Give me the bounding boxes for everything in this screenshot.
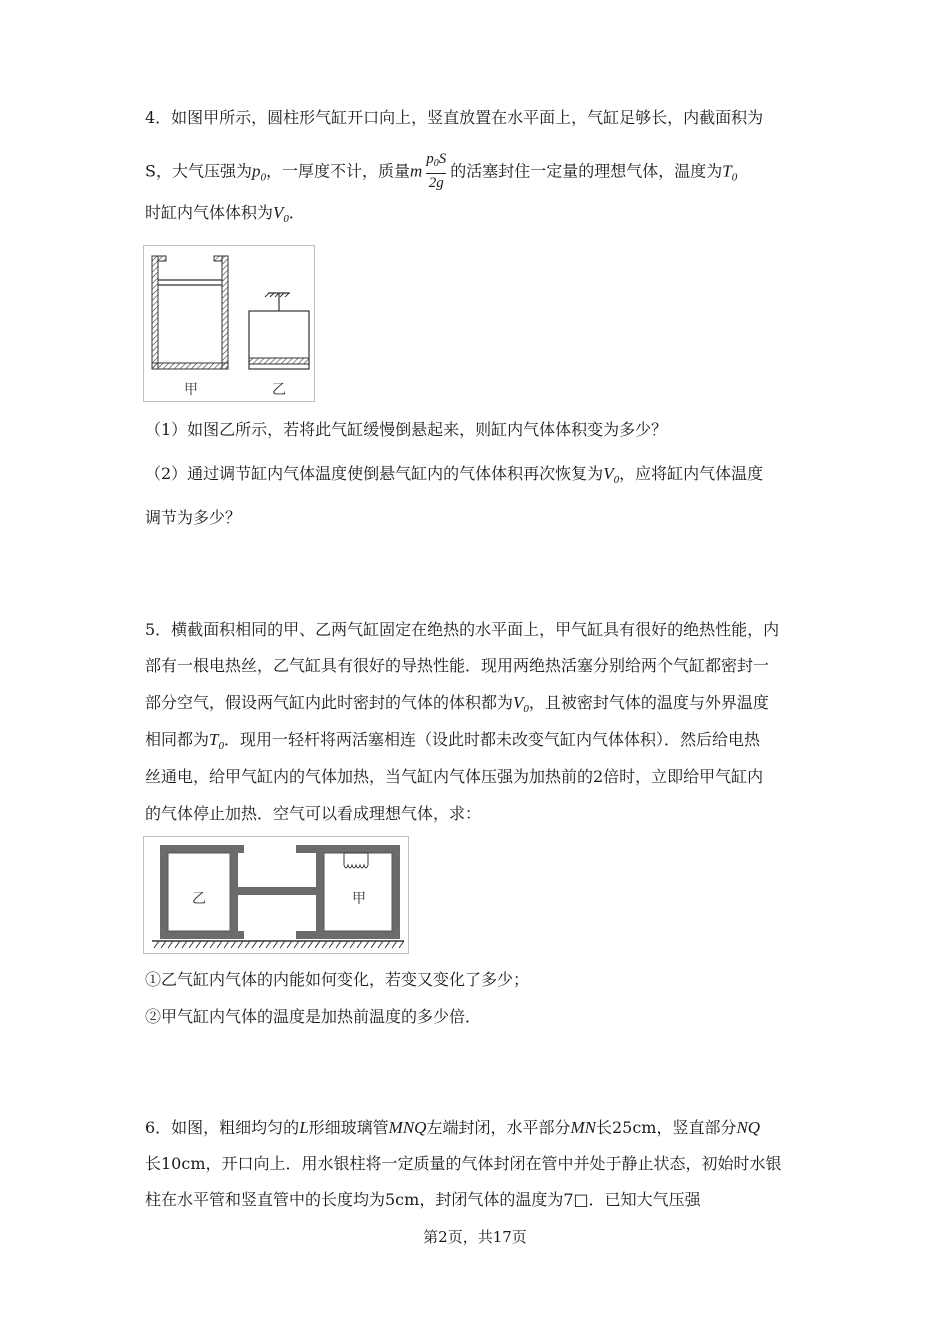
var-MN: MN — [570, 1118, 596, 1137]
q5-text-1: 5．横截面积相同的甲、乙两气缸固定在绝热的水平面上，甲气缸具有很好的绝热性能，内 — [145, 620, 780, 639]
var-m: m — [409, 161, 423, 181]
q4-sub-1 — [145, 420, 825, 440]
q5-text-5: 丝通电，给甲气缸内的气体加热，当气缸内气体压强为加热前的2倍时，立即给甲气缸内 — [145, 767, 764, 786]
q5-text-3b: ，且被密封气体的温度与外界温度 — [528, 693, 769, 712]
cylinder-jia — [152, 256, 228, 369]
q5-line-1 — [145, 620, 825, 640]
frac-num-s: S — [438, 151, 447, 167]
q5-text-4a: 相同都为 — [145, 730, 210, 749]
q6-line-2 — [145, 1154, 825, 1174]
label-yi: 乙 — [272, 382, 286, 398]
q6-text-1d: 长25cm，竖直部分 — [595, 1118, 737, 1137]
q6-text-1c: 左端封闭，水平部分 — [426, 1118, 571, 1137]
q4-text-2a: S，大气压强为 — [145, 161, 252, 181]
var-V: V — [603, 464, 614, 483]
q6-text-1a: 6．如图，粗细均匀的 — [145, 1118, 300, 1137]
figure-two-cylinders-rod — [143, 836, 409, 954]
label-jia: 甲 — [352, 891, 366, 907]
q4-line-2 — [145, 152, 825, 192]
q4-text-2c: 的活塞封住一定量的理想气体，温度为 — [450, 161, 723, 181]
ground-surface — [152, 941, 404, 948]
q6-text-2: 长10cm，开口向上．用水银柱将一定质量的气体封闭在管中并处于静止状态，初始时水银 — [145, 1154, 782, 1173]
piston-right — [316, 849, 324, 935]
q4-line-1 — [145, 108, 825, 128]
var-L: L — [299, 1118, 309, 1137]
q4-text-3b: ． — [288, 203, 305, 222]
frac-num-p: p — [426, 151, 434, 167]
q4-sub-2-cont — [145, 508, 825, 528]
label-jia: 甲 — [184, 382, 198, 398]
page-footer: 第2页，共17页 — [423, 1228, 527, 1246]
q4-text-1: 4．如图甲所示，圆柱形气缸开口向上，竖直放置在水平面上，气缸足够长，内截面积为 — [145, 108, 764, 127]
two-cylinder-diagram — [144, 837, 408, 953]
q4-sub-2a: （2）通过调节缸内气体温度使倒悬气缸内的气体体积再次恢复为 — [145, 464, 604, 483]
q5-ask-2 — [145, 1007, 825, 1027]
q4-sub-2b: ，应将缸内气体温度 — [619, 464, 764, 483]
q5-line-6 — [145, 804, 825, 824]
var-V: V — [513, 693, 524, 712]
q5-ask-2-text: ②甲气缸内气体的温度是加热前温度的多少倍． — [145, 1007, 482, 1026]
q5-line-2 — [145, 656, 825, 676]
cylinder-yi — [249, 293, 309, 369]
q4-text-2b: ，一厚度不计，质量 — [265, 161, 410, 181]
q5-text-2: 部有一根电热丝，乙气缸具有很好的导热性能．现用两绝热活塞分别给两个气缸都密封一 — [145, 656, 770, 675]
q5-line-4 — [145, 730, 825, 756]
q4-sub-2c: 调节为多少？ — [145, 508, 242, 527]
q4-line-3 — [145, 203, 825, 229]
q4-sub-2 — [145, 464, 825, 490]
connecting-rod — [238, 887, 324, 895]
q6-line-1 — [145, 1118, 825, 1138]
frac-num-sub: 0 — [433, 158, 439, 169]
figure-cylinders-jia-yi — [143, 245, 315, 402]
q6-text-1b: 形细玻璃管 — [308, 1118, 389, 1137]
subscript-T0b: 0 — [218, 740, 224, 752]
subscript-T0: 0 — [731, 171, 738, 184]
var-T: T — [722, 161, 732, 181]
var-NQ: NQ — [736, 1118, 761, 1137]
q5-text-3a: 部分空气，假设两气缸内此时密封的气体的体积都为 — [145, 693, 514, 712]
var-MNQ: MNQ — [388, 1118, 427, 1137]
frac-den: 2g — [428, 175, 444, 191]
q4-text-3a: 时缸内气体体积为 — [145, 203, 274, 222]
q5-ask-1 — [145, 970, 825, 990]
q5-line-3 — [145, 693, 825, 719]
label-yi: 乙 — [192, 891, 206, 907]
piston-left — [230, 849, 238, 935]
q5-text-4b: ．现用一轻杆将两活塞相连（设此时都未改变气缸内气体体积）．然后给电热 — [223, 730, 760, 749]
var-V: V — [273, 203, 284, 222]
cylinder-diagram — [144, 246, 314, 401]
q4-sub-1-text: （1）如图乙所示，若将此气缸缓慢倒悬起来，则缸内气体体积变为多少？ — [145, 420, 668, 439]
subscript-V0c: 0 — [523, 703, 529, 715]
subscript-0: 0 — [260, 171, 266, 184]
subscript-V0: 0 — [283, 213, 289, 225]
subscript-V0b: 0 — [613, 474, 620, 486]
q5-line-5 — [145, 767, 825, 787]
var-T: T — [209, 730, 219, 749]
q6-line-3 — [145, 1190, 825, 1210]
mass-fraction — [426, 151, 446, 191]
q5-text-6: 的气体停止加热．空气可以看成理想气体，求： — [145, 804, 482, 823]
q5-ask-1-text: ①乙气缸内气体的内能如何变化，若变又变化了多少； — [145, 970, 530, 989]
q6-text-3: 柱在水平管和竖直管中的长度均为5cm，封闭气体的温度为7□．已知大气压强 — [145, 1190, 701, 1209]
var-p: p — [251, 161, 261, 181]
